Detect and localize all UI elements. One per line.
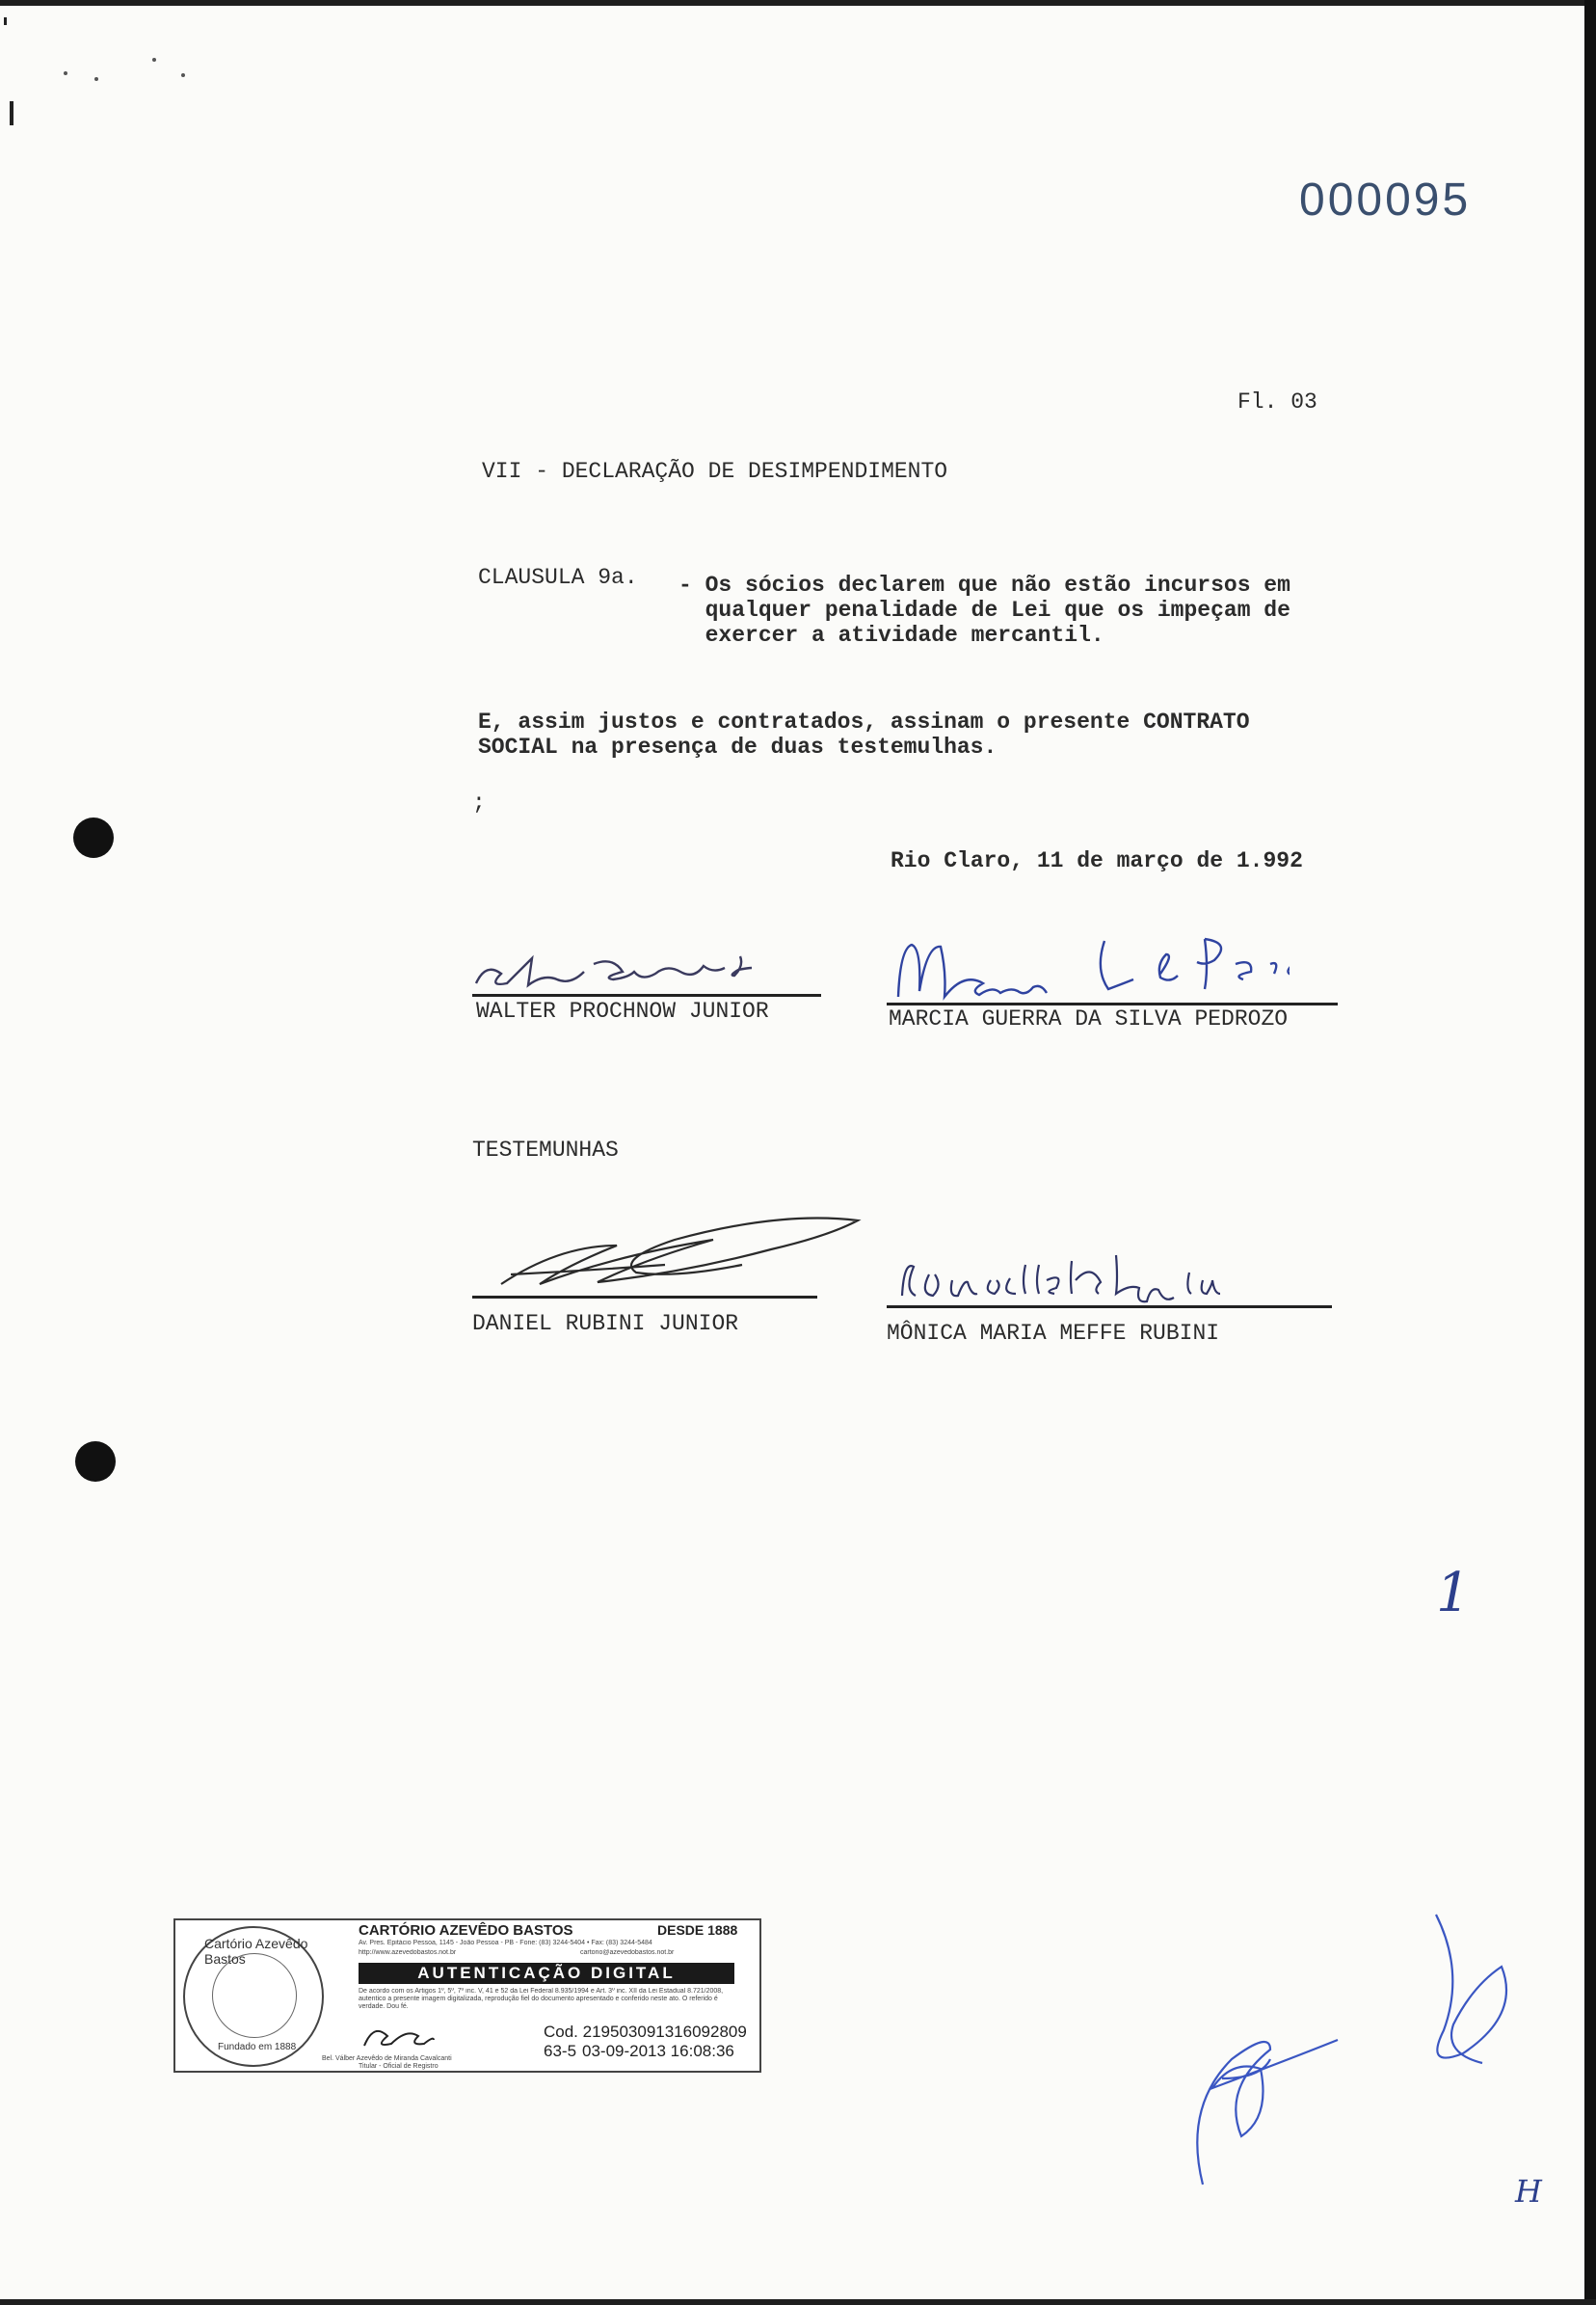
clerk-signature <box>360 2017 438 2055</box>
witnesses-heading: TESTEMUNHAS <box>472 1138 619 1163</box>
partner-name: WALTER PROCHNOW JUNIOR <box>476 999 769 1024</box>
clause-label: CLAUSULA 9a. <box>478 565 638 590</box>
signature-line <box>887 1305 1332 1308</box>
signature-daniel <box>482 1207 896 1303</box>
scan-edge-top <box>0 0 1596 6</box>
signature-line <box>887 1003 1338 1005</box>
closing-line-1: E, assim justos e contratados, assinam o presente CONTRATO <box>478 710 1250 735</box>
margin-mark-1: 1 <box>1436 1562 1471 1624</box>
punch-hole <box>75 1441 116 1482</box>
office-address: Av. Pres. Epitácio Pessoa, 1145 - João Pessoa - PB - Fone: (83) 3244-5404 • Fax: (83) 3244-5484 <box>359 1940 652 1946</box>
margin-mark: ; <box>472 791 486 816</box>
clerk-title: Titular - Oficial de Registro <box>359 2063 439 2070</box>
witness-name: MÔNICA MARIA MEFFE RUBINI <box>887 1321 1220 1346</box>
document-number: 000095 <box>1299 174 1472 226</box>
auth-datetime: 03-09-2013 16:08:36 <box>582 2042 734 2060</box>
signature-walter <box>470 945 827 1001</box>
place-date: Rio Claro, 11 de março de 1.992 <box>891 848 1303 873</box>
signature-line <box>472 1296 817 1299</box>
rubric-mark <box>1417 1909 1523 2092</box>
closing-line-2: SOCIAL na presença de duas testemulhas. <box>478 735 998 760</box>
margin-mark-2: H <box>1515 2173 1542 2210</box>
notary-seal <box>183 1926 324 2067</box>
office-site: http://www.azevedobastos.not.br <box>359 1949 457 1956</box>
folio-number: Fl. 03 <box>1237 389 1317 415</box>
auth-code: Cod. 219503091316092809 63-5 <box>544 2023 747 2060</box>
office-email: cartorio@azevedobastos.not.br <box>580 1949 675 1956</box>
clause-text: - Os sócios declarem que não estão incursos em qualquer penalidade de Lei que os impeçam de exercer a atividade mercantil. <box>678 573 1290 648</box>
scan-edge-right <box>1584 0 1596 2305</box>
office-name: CARTÓRIO AZEVÊDO BASTOS <box>359 1922 573 1939</box>
legal-text: De acordo com os Artigos 1º, 5º, 7º inc. V, 41 e 52 da Lei Federal 8.935/1994 e Art. 3º inc. XII da Lei Estadual 8.721/2008, autentico a presente imagem digitalizada, reprodução fiel do documento apresentado e conferido neste ato. O referido é verdade. Dou fé. <box>359 1988 724 2010</box>
authentication-stamp <box>173 1918 761 2073</box>
section-title: VII - DECLARAÇÃO DE DESIMPENDIMENTO <box>482 459 948 484</box>
partner-name: MARCIA GUERRA DA SILVA PEDROZO <box>889 1006 1289 1032</box>
punch-hole <box>73 817 114 858</box>
clerk-name: Bel. Válber Azevêdo de Miranda Cavalcanti <box>322 2055 452 2062</box>
scan-specks <box>0 10 212 125</box>
office-since: DESDE 1888 <box>657 1922 738 1938</box>
signature-monica <box>889 1244 1332 1311</box>
seal-founded: Fundado em 1888 <box>218 2042 297 2052</box>
witness-name: DANIEL RUBINI JUNIOR <box>472 1311 739 1336</box>
rubric-mark <box>1174 2021 1347 2194</box>
signature-line <box>472 994 821 997</box>
scan-edge-bottom <box>0 2299 1596 2305</box>
auth-band: AUTENTICAÇÃO DIGITAL <box>359 1963 734 1984</box>
seal-text: Cartório Azevêdo Bastos <box>204 1936 308 1967</box>
